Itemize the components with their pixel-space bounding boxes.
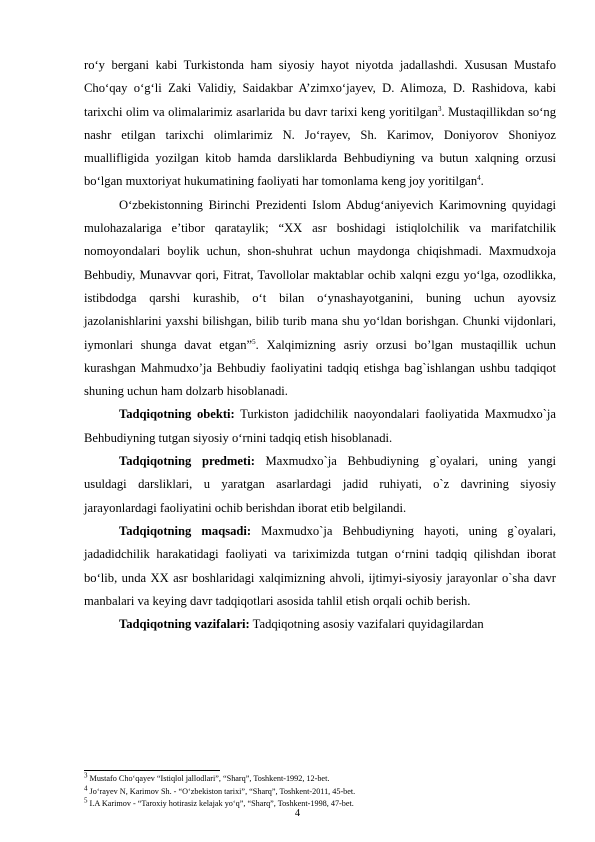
paragraph-text: O‘zbekistonning Birinchi Prezidenti Islom Abdug‘aniyevich Karimovning quyidagi mulohazalariga e’tibor qarataylik; “XX asr boshidagi istiqlolchilik va marifatchilik nomoyondalari boylik uchun, shon-shuhrat uchun maydonga chiqishmadi. Maxmudxoja Behbudiy, Munavvar qori, Fitrat, Tavollolar maktablar ochib xalqni ezgu yo‘lga, ozodlikka, istibdodga qarshi kurashib, o‘t bilan o‘ynashayotganini, buning uchun ayovsiz jazolanishlarini yaxshi bilishgan, bilib turib mana shu yo‘ldan borishgan. Chunki vijdonlari, iymonlari shunga davat etgan” [84,197,556,352]
section-label: Tadqiqotning obekti: [119,407,235,422]
section-label: Tadqiqotning predmeti: [119,454,255,469]
paragraph-object [84,403,556,450]
paragraph-2 [84,194,556,404]
document-body [84,54,556,636]
paragraph-text: Tadqiqotning asosiy vazifalari quyidagilardan [249,617,484,632]
footnote-divider [84,770,220,771]
footnote-item [84,783,556,799]
page-number: 4 [294,808,301,819]
paragraph-1 [84,54,556,194]
paragraph-text: . Mustaqillikdan so‘ng nashr etilgan tarixchi olimlarimiz N. Jo‘rayev, Sh. Karimov, Doniyorov Shoniyoz muallifligida yozilgan kitob hamda darsliklarda Behbudiyning va butun xalqning orzusi bo‘lgan muxtoriyat hukumatining faoliyati har tomonlama keng joy yoritilgan [84,104,556,189]
footnote-text: I.A Karimov - “Taroxiy hotirasiz kelajak yo‘q”, “Sharq”, Toshkent-1998, 47-bet. [87,799,354,808]
footnote-text: Mustafo Cho‘qayev “Istiqlol jallodlari”, “Sharq”, Toshkent-1992, 12-bet. [87,774,330,783]
footnote-number: 4 [84,783,88,792]
paragraph-tasks [84,613,556,636]
paragraph-goal [84,520,556,613]
paragraph-subject [84,450,556,520]
paragraph-text: . [480,174,484,189]
section-label: Tadqiqotning maqsadi: [119,523,252,538]
paragraph-text: . Xalqimizning asriy orzusi bo’lgan mustaqillik uchun kurashgan Mahmudxo’ja Behbudiy faoliyatini tadqiq etishga bag`ishlangan ushbu tadqiqot shuning uchun ham dolzarb hisoblanadi. [84,337,556,399]
section-label: Tadqiqotning vazifalari: [119,617,250,632]
footnote-ref[interactable]: 5 [252,337,256,346]
paragraph-text: Maxmudxo`ja Behbudiyning hayoti, uning g`oyalari, jadadidchilik harakatidagi faoliyati va tariximizda tutgan o‘rnini tadqiq qilishdan iborat bo‘lib, unda XX asr boshlaridagi xalqimizning ahvoli, ijtimyi-siyosiy jarayonlar o`sha davr manbalari va keying davr tadqiqotlari asosida tahlil etish orqali ochib berish. [84,523,556,608]
paragraph-text: Maxmudxo`ja Behbudiyning g`oyalari, uning yangi usuldagi darsliklari, u yaratgan asarlardagi jadid ruhiyati, o`z davrining siyosiy jarayonlardagi faoliyatini ochib berishdan iborat etib belgilandi. [84,454,557,515]
footnote-ref[interactable]: 4 [477,174,481,183]
footnote-text: Jo‘rayev N, Karimov Sh. - “O‘zbekiston tarixi”, “Sharq”, Toshkent-2011, 45-bet. [87,786,356,796]
footnote-ref[interactable]: 3 [437,104,442,113]
footnote-number: 5 [84,796,88,805]
paragraph-text: Turkiston jadidchilik naoyondalari faoliyatida Maxmudxo`ja Behbudiyning tutgan siyosiy o‘rnini tadqiq etish hisoblanadi. [84,407,556,445]
footnotes [84,773,556,811]
paragraph-text: ro‘y bergani kabi Turkistonda ham siyosiy hayot niyotda jadallashdi. Xususan Mustafo Cho‘qay o‘g‘li Zaki Validiy, Saidakbar A’zimxo‘jayev, D. Alimoza, D. Rashidova, kabi tarixchi olim va olimalarimiz asarlarida bu davr tarixi keng yoritilgan [84,58,556,119]
footnote-number: 3 [84,771,88,780]
footnote-item [84,773,556,786]
